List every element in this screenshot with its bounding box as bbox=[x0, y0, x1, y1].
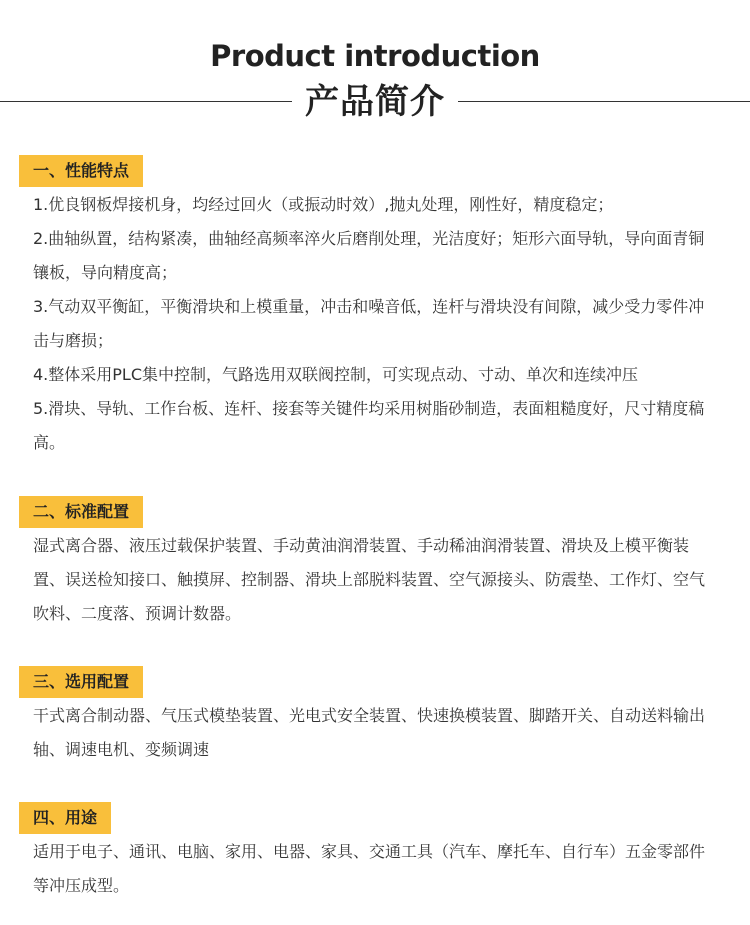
section-heading-standard-config: 二、标准配置 bbox=[19, 496, 143, 528]
list-item: 湿式离合器、液压过载保护装置、手动黄油润滑装置、手动稀油润滑装置、滑块及上模平衡装置、误送检知接口、触摸屏、控制器、滑块上部脱料装置、空气源接头、防震垫、工作灯、空气吹料、二度落、预调计数器。 bbox=[33, 536, 706, 623]
section-heading-features: 一、性能特点 bbox=[19, 155, 143, 187]
page-title-cn-row bbox=[0, 80, 750, 124]
section-heading-optional-config: 三、选用配置 bbox=[19, 666, 143, 698]
list-item: 5.滑块、导轨、工作台板、连杆、接套等关键件均采用树脂砂制造，表面粗糙度好，尺寸精度稿高。 bbox=[33, 399, 705, 452]
section-body-usage bbox=[33, 835, 713, 903]
page-title-cn: 产品简介 bbox=[305, 82, 445, 122]
list-item: 4.整体采用PLC集中控制，气路选用双联阀控制，可实现点动、寸动、单次和连续冲压 bbox=[33, 365, 639, 384]
list-item: 干式离合制动器、气压式模垫装置、光电式安全装置、快速换模装置、脚踏开关、自动送料输出轴、调速电机、变频调速 bbox=[33, 706, 706, 759]
section-body-features bbox=[33, 188, 713, 460]
section-body-standard-config bbox=[33, 529, 713, 631]
list-item: 3.气动双平衡缸，平衡滑块和上模重量，冲击和噪音低，连杆与滑块没有间隙，减少受力零件冲击与磨损； bbox=[33, 297, 705, 350]
list-item: 1.优良钢板焊接机身，均经过回火（或振动时效）,抛丸处理，刚性好，精度稳定； bbox=[33, 195, 614, 214]
page-title-en: Product introduction bbox=[210, 39, 540, 73]
title-divider-right bbox=[458, 101, 750, 102]
list-item: 2.曲轴纵置，结构紧凑，曲轴经高频率淬火后磨削处理，光洁度好；矩形六面导轨，导向面青铜镶板，导向精度高； bbox=[33, 229, 705, 282]
title-divider-left bbox=[0, 101, 292, 102]
list-item: 适用于电子、通讯、电脑、家用、电器、家具、交通工具（汽车、摩托车、自行车）五金零部件等冲压成型。 bbox=[33, 842, 706, 895]
section-heading-usage: 四、用途 bbox=[19, 802, 111, 834]
section-body-optional-config bbox=[33, 699, 713, 767]
